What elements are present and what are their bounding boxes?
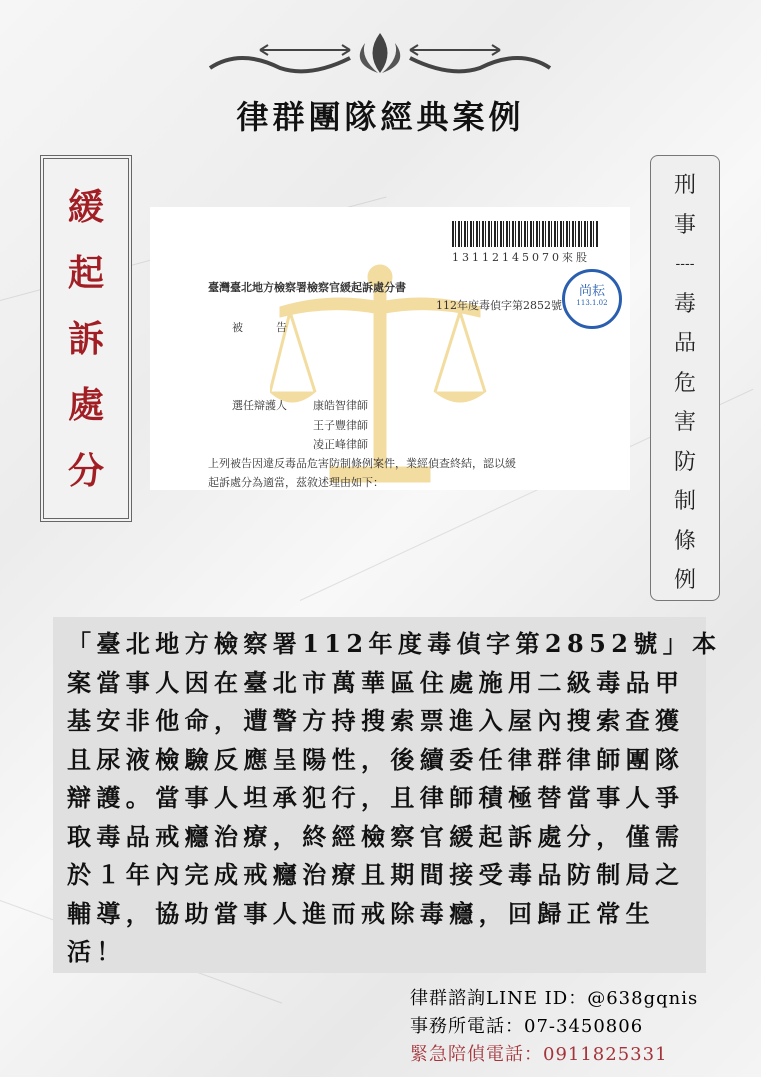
- counsel-name: 王子豐律師: [313, 419, 368, 432]
- charge-char: 刑: [673, 173, 696, 198]
- charge-char: ----: [675, 256, 695, 272]
- charge-char: 防: [673, 449, 696, 475]
- stamp-text: 尚耘: [578, 284, 605, 299]
- defendant-label: 被 告: [232, 321, 287, 334]
- charge-char: 例: [673, 568, 696, 593]
- charge-char: 事: [673, 212, 696, 238]
- indictment-document-image: [150, 207, 630, 490]
- charge-char: 毒: [673, 291, 696, 317]
- office-phone: 事務所電話：07-3450806: [410, 1016, 644, 1037]
- contact-info: [410, 985, 698, 1069]
- official-stamp: [562, 269, 622, 329]
- page-title: 律群團隊經典案例: [236, 98, 525, 136]
- description-line: 取毒品戒癮治療，終經檢察官緩起訴處分，僅需: [67, 821, 685, 851]
- barcode-number: 13112145070來股: [452, 251, 590, 264]
- barcode: [452, 221, 598, 247]
- lotus-ornament-icon: [200, 28, 560, 88]
- description-line: 且尿液檢驗反應呈陽性，後續委任律群律師團隊: [67, 744, 685, 774]
- counsel-name: 凌正峰律師: [313, 438, 368, 451]
- case-type-char: 處: [67, 383, 104, 426]
- counsel-label: 選任辯護人: [232, 399, 287, 412]
- line-id: 律群諮詢LINE ID：@638gqnis: [410, 988, 699, 1009]
- case-type-char: 訴: [67, 317, 104, 360]
- charge-panel: [650, 155, 720, 601]
- case-type-char: 起: [67, 251, 104, 294]
- case-type-char: 分: [67, 449, 104, 492]
- charge-char: 條: [673, 528, 696, 554]
- description-line: 輔導，協助當事人進而戒除毒癮，回歸正常生: [67, 898, 655, 928]
- document-heading: 臺灣臺北地方檢察署檢察官緩起訴處分書: [208, 281, 406, 294]
- description-line: 「臺北地方檢察署112年度毒偵字第2852號」本: [67, 629, 722, 658]
- charge-char: 制: [673, 489, 696, 514]
- description-line: 於１年內完成戒癮治療且期間接受毒品防制局之: [67, 860, 685, 889]
- document-body-line: 起訴處分為適當，茲敘述理由如下：: [208, 476, 384, 489]
- emergency-phone: 緊急陪偵電話：0911825331: [410, 1044, 668, 1065]
- charge-char: 品: [673, 331, 696, 356]
- charge-char: 危: [673, 370, 696, 396]
- counsel-name: 康皓智律師: [313, 399, 368, 412]
- charge-char: 害: [673, 410, 696, 435]
- case-type-panel: [40, 155, 132, 522]
- description-line: 案當事人因在臺北市萬華區住處施用二級毒品甲: [67, 667, 685, 697]
- description-line: 基安非他命，遭警方持搜索票進入屋內搜索查獲: [67, 706, 685, 735]
- description-line: 活！: [67, 937, 126, 966]
- case-type-char: 緩: [67, 185, 104, 228]
- document-body-line: 上列被告因違反毒品危害防制條例案件，業經偵查終結，認以緩: [208, 457, 516, 470]
- description-line: 辯護。當事人坦承犯行，且律師積極替當事人爭: [67, 783, 685, 812]
- case-number: 112年度毒偵字第2852號: [436, 299, 562, 312]
- stamp-date: 113.1.02: [576, 299, 608, 307]
- case-description: [53, 617, 722, 973]
